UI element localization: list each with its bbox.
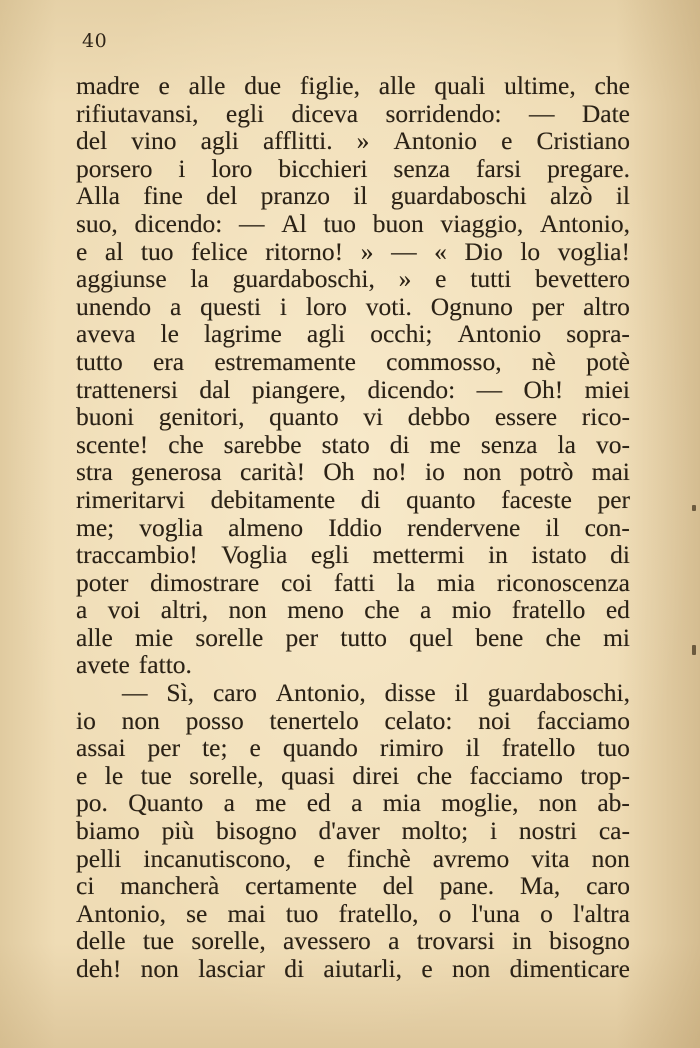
text-line: deh! non lasciar di aiutarli, e non dimenticare <box>76 954 630 983</box>
text-line: delle tue sorelle, avessero a trovarsi in bisogno <box>76 926 630 956</box>
text-line: pelli incanutiscono, e finchè avremo vita non <box>76 843 630 873</box>
text-line: porsero i loro bicchieri senza farsi pregare. <box>76 153 630 183</box>
text-line: rimeritarvi debitamente di quanto faceste per <box>76 484 630 514</box>
text-line: unendo a questi i loro voti. Ognuno per altro <box>76 291 630 321</box>
page-edge-mark <box>692 505 696 511</box>
text-line: madre e alle due figlie, alle quali ultime, che <box>76 71 630 100</box>
text-line: tutto era estremamente commosso, nè potè <box>76 346 630 376</box>
text-line: aveva le lagrime agli occhi; Antonio sopra- <box>76 319 630 349</box>
text-line: a voi altri, non meno che a mio fratello ed <box>76 595 630 625</box>
text-line: po. Quanto a me ed a mia moglie, non ab- <box>76 788 630 818</box>
text-line: trattenersi dal piangere, dicendo: — Oh! miei <box>76 374 630 404</box>
text-line: buoni genitori, quanto vi debbo essere rico- <box>76 402 630 432</box>
page-edge-mark <box>692 645 696 655</box>
text-line: io non posso tenertelo celato: noi facciamo <box>76 705 630 735</box>
text-line: rifiutavansi, egli diceva sorridendo: — Date <box>76 98 630 128</box>
text-line: assai per te; e quando rimiro il fratello tuo <box>76 733 630 763</box>
text-line: Antonio, se mai tuo fratello, o l'una o l'altra <box>76 898 630 928</box>
text-line: Alla fine del pranzo il guardaboschi alzò il <box>76 181 630 211</box>
text-line: poter dimostrare coi fatti la mia riconoscenza <box>76 567 630 597</box>
text-line: del vino agli afflitti. » Antonio e Cristiano <box>76 126 630 156</box>
text-line: me; voglia almeno Iddio rendervene il con- <box>76 512 630 542</box>
page-number: 40 <box>82 30 108 52</box>
text-line: stra generosa carità! Oh no! io non potrò mai <box>76 457 630 487</box>
text-line: avete fatto. <box>76 650 192 680</box>
text-line: traccambio! Voglia egli mettermi in istato di <box>76 540 630 570</box>
text-line: ci mancherà certamente del pane. Ma, caro <box>76 871 630 901</box>
text-line: suo, dicendo: — Al tuo buon viaggio, Antonio, <box>76 208 630 238</box>
text-line: aggiunse la guardaboschi, » e tutti bevettero <box>76 264 630 294</box>
text-line: alle mie sorelle per tutto quel bene che mi <box>76 622 630 652</box>
text-line: biamo più bisogno d'aver molto; i nostri ca- <box>76 816 630 846</box>
body-text <box>76 72 630 983</box>
text-line: — Sì, caro Antonio, disse il guardaboschi, <box>122 678 630 708</box>
text-line: e al tuo felice ritorno! » — « Dio lo voglia! <box>76 236 630 266</box>
text-line: e le tue sorelle, quasi direi che facciamo trop- <box>76 760 630 790</box>
text-line: scente! che sarebbe stato di me senza la vo- <box>76 429 630 459</box>
